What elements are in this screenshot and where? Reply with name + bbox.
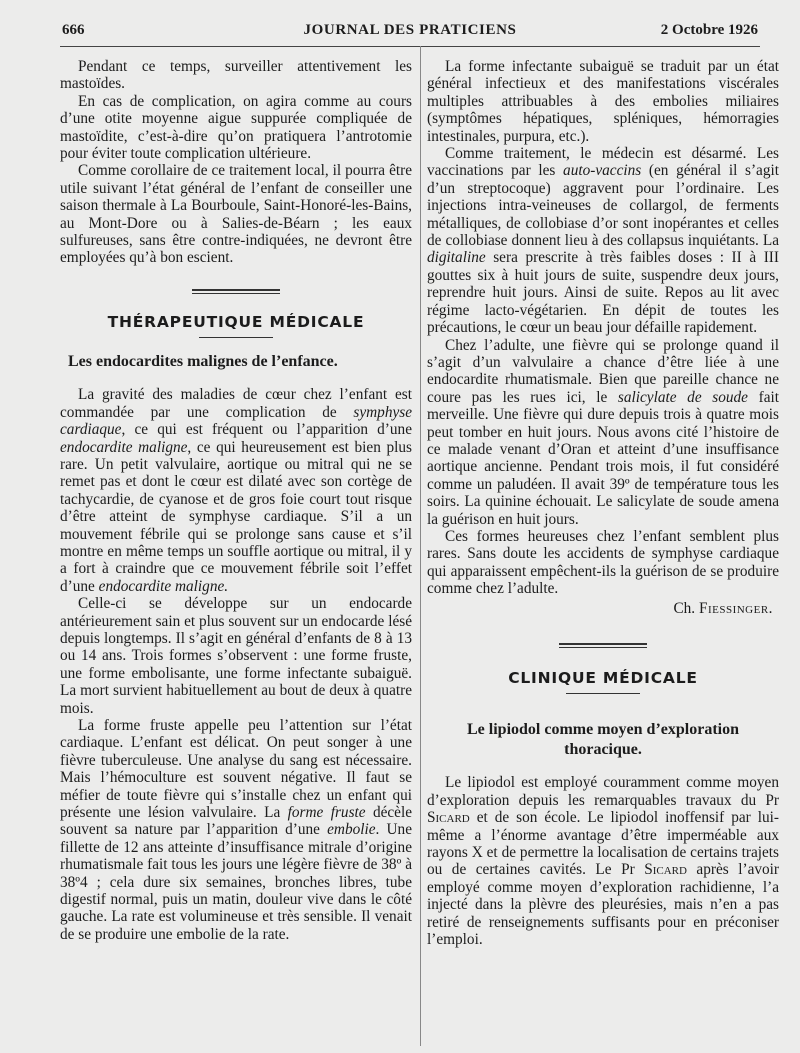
journal-title: JOURNAL DES PRATICIENS [303, 22, 517, 38]
paragraph: La forme infectante subaiguë se traduit par un état général infectieux et des manifestations viscérales multiples attribuables à des embolies miliaires (symptômes hépatiques, spléniques, hémorragies intestinales, purpura, etc.). [427, 58, 779, 145]
paragraph: Celle-ci se développe sur un endocarde antérieurement sain et plus souvent sur un endocarde lésé depuis longtemps. Il s’agit en général d’enfants de 8 à 13 ou 14 ans. Trois formes s’observent : une forme fruste, une forme embolisante, une forme infectante subaiguë. La mort survient habituellement au bout de deux à quatre mois. [60, 595, 412, 717]
section-title: THÉRAPEUTIQUE MÉDICALE [107, 312, 365, 331]
paragraph: En cas de complication, on agira comme au cours d’une otite moyenne aigue suppurée compliquée de mastoïdite, c’est-à-dire qu’on pratiquera l’antrotomie pour éviter toute complication ultérieure. [60, 92, 412, 163]
paragraph: Chez l’adulte, une fièvre qui se prolonge quand il s’agit d’un valvulaire a chance d’être liée à une endocardite rhumatismale. Bien que pareille chance ne coure pas les rues ici, le salicylate de soude fait merveille. Une fièvre qui dure depuis trois à quatre mois peut tomber en huit jours. Nous avons cité l’histoire de ce malade venant d’Oran et atteint d’une insuffisance aortique ancienne. Pendant trois mois, il fut considéré comme un paludéen. Il avait 39º de température tous les soirs. La quinine échouait. Le salicylate de soude amena la guérison en huit jours. [427, 336, 779, 528]
issue-date: 2 Octobre 1926 [660, 22, 758, 38]
header-rule [60, 46, 760, 47]
page-number: 666 [62, 22, 85, 38]
section-title: CLINIQUE MÉDICALE [508, 669, 698, 687]
paragraph: La gravité des maladies de cœur chez l’enfant est commandée par une complication de symphyse cardiaque, ce qui est fréquent ou l’apparition d’une endocardite maligne, ce qui heureusement est bien plus rare. Un petit valvulaire, aortique ou mitral qui ne se remet pas et dont le cœur est dilaté avec son cortège de tachycardie, de cyanose et de gros foie court tout risque d’être atteint de symphyse cardiaque. S’il a un mouvement fébrile qui se prolonge sans cause et s’il montre en même temps un souffle aortique ou mitral, il y a fort à craindre que ce mouvement fébrile soit l’effet d’une endocardite maligne. [60, 386, 412, 595]
article-title: Les endocardites malignes de l’enfance. [68, 353, 338, 371]
paragraph: Comme corollaire de ce traitement local, il pourra être utile suivant l’état général de l’enfant de conseiller une saison thermale à La Bourboule, Saint-Honoré-les-Bains, au Mont-Dore ou à Salies-de-Béarn ; les eaux sulfureuses, sans être contre-indiquées, ne devront être employées qu’à bon escient. [60, 162, 412, 267]
left-column [60, 58, 412, 943]
section-separator [192, 289, 280, 294]
article-title: Le lipiodol comme moyen d’exploration thoracique. [467, 721, 739, 759]
column-divider [420, 46, 421, 1046]
author-signature: Ch. Fiessinger. [673, 599, 773, 617]
paragraph: Le lipiodol est employé couramment comme moyen d’exploration depuis les remarquables travaux du Pr Sicard et de son école. Le lipiodol inoffensif par lui-même a l’énorme avantage d’être imperméable aux rayons X et de permettre la localisation de certains trajets ou de certaines cavités. Le Pr Sicard après l’avoir employé comme moyen d’exploration rachidienne, l’a injecté dans la plèvre des pleurésies, mais n’en a pas retiré de renseignements suffisants pour en préconiser l’emploi. [427, 774, 779, 949]
section-separator [559, 643, 647, 648]
section-title-rule [566, 693, 640, 694]
running-header [62, 22, 758, 44]
section-title-rule [199, 337, 273, 338]
paragraph: Ces formes heureuses chez l’enfant semblent plus rares. Sans doute les accidents de symphyse cardiaque qui apparaissent empêchent-ils la guérison de se produire comme chez l’adulte. [427, 527, 779, 598]
paragraph: La forme fruste appelle peu l’attention sur l’état cardiaque. L’enfant est délicat. On peut songer à une fièvre tuberculeuse. Une analyse du sang est nécessaire. Mais l’hémoculture est souvent négative. Il faut se méfier de toute fièvre qui s’installe chez un enfant qui présente une lésion valvulaire. La forme fruste décèle souvent sa nature par l’apparition d’une embolie. Une fillette de 12 ans atteinte d’insuffisance mitrale d’origine rhumatismale fait tous les jours une légère fièvre de 38º à 38º4 ; cela dure six semaines, bronches libres, tube digestif normal, puis un matin, douleur vive dans le côté gauche. La rate est volumineuse et très sensible. Il venait de se produire une embolie de la rate. [60, 717, 413, 943]
right-column [427, 58, 779, 948]
paragraph: Comme traitement, le médecin est désarmé. Les vaccinations par les auto-vaccins (en général il s’agit d’un streptocoque) aggravent pour l’ordinaire. Les injections intra-veineuses de collargol, de ferments métalliques, de collobiase d’or sont inopérantes et celles de collobiase donnent lieu à des collapsus inquiétants. La digitaline sera prescrite à très faibles doses : II à III gouttes six à huit jours de suite, suspendre deux jours, reprendre huit jours. Ainsi de suite. Repos au lit avec régime lacto-végétarien. En dépit de toutes les précautions, le cœur un beau jour défaille rapidement. [427, 145, 779, 337]
paragraph: Pendant ce temps, surveiller attentivement les mastoïdes. [60, 58, 412, 93]
